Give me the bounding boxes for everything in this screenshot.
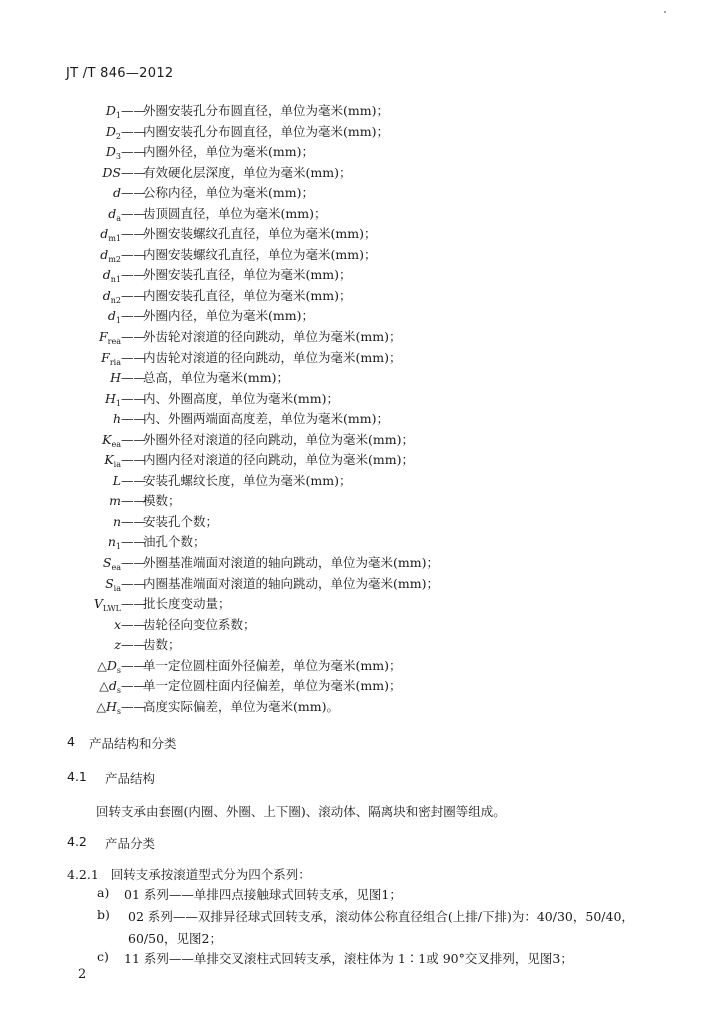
symbol-letter: L: [112, 472, 121, 488]
symbol-row: [0, 512, 706, 533]
symbol-letter: d: [107, 308, 116, 324]
symbol-letter: S: [102, 555, 112, 571]
section-title: 产品分类: [105, 836, 156, 851]
em-dash: ——: [121, 555, 146, 571]
symbol-subscript: LWL: [102, 604, 121, 614]
symbol-letter: D: [105, 123, 116, 139]
symbol-letter: d: [102, 267, 111, 283]
symbol-row: [0, 409, 706, 430]
item-text: 11 系列——单排交叉滚柱式回转支承，滚柱体为 1∶1或 90°交叉排列，见图3；: [124, 951, 573, 966]
em-dash: ——: [121, 329, 146, 345]
em-dash: ——: [121, 411, 146, 427]
symbol: [113, 183, 121, 204]
symbol-description: 安装孔个数；: [143, 513, 219, 529]
symbol: [113, 471, 121, 492]
symbol-letter: d: [112, 185, 121, 201]
em-dash: ——: [121, 103, 146, 118]
em-dash: ——: [121, 493, 146, 509]
symbol-description: 模数；: [143, 493, 181, 509]
symbol: [113, 409, 121, 430]
symbol-row: [0, 245, 706, 266]
symbol-description: 有效硬化层深度，单位为毫米(mm)；: [143, 164, 352, 180]
page-header-standard-number: JT /T 846—2012: [66, 66, 174, 81]
symbol-description: 安装孔螺纹长度，单位为毫米(mm)；: [143, 472, 352, 488]
clause-number: 4.2.1: [67, 867, 99, 882]
symbol-subscript: 2: [115, 131, 121, 141]
symbol-subscript: m2: [108, 254, 121, 264]
em-dash: ——: [121, 616, 146, 632]
symbol-letter: F: [98, 329, 108, 345]
item-text: 60/50，见图2；: [128, 931, 222, 946]
symbol-description: 外圈安装孔直径，单位为毫米(mm)；: [143, 267, 352, 283]
symbol-letter: △H: [96, 698, 117, 714]
symbol-description: 单一定位圆柱面内径偏差，单位为毫米(mm)；: [143, 678, 402, 694]
symbol-row: [0, 163, 706, 184]
symbol-letter: m: [109, 493, 121, 509]
em-dash: ——: [121, 308, 146, 324]
symbol-row: [0, 676, 706, 697]
em-dash: ——: [121, 575, 146, 591]
symbol-letter: V: [93, 596, 103, 612]
symbol-description: 外圈外径对滚道的径向跳动，单位为毫米(mm)；: [143, 431, 414, 447]
symbol-subscript: 1: [115, 316, 121, 326]
symbol-list: [0, 101, 706, 717]
symbol-description: 内圈安装孔分布圆直径，单位为毫米(mm)；: [143, 123, 389, 139]
symbol-subscript: n1: [110, 275, 121, 285]
em-dash: ——: [121, 287, 146, 303]
symbol: [114, 635, 121, 656]
symbol-letter: d: [100, 226, 109, 242]
em-dash: ——: [121, 390, 146, 406]
symbol-letter: n: [107, 534, 116, 550]
symbol-description: 总高，单位为毫米(mm)；: [143, 370, 289, 386]
symbol-subscript: n2: [110, 295, 121, 305]
symbol-description: 内圈安装螺纹孔直径，单位为毫米(mm)；: [143, 246, 377, 262]
symbol-letter: d: [108, 205, 117, 221]
section-4-1-paragraph: 回转支承由套圈(内圈、外圈、上下圈)、滚动体、隔离块和密封圈等组成。: [96, 804, 506, 819]
symbol-description: 内圈基准端面对滚道的轴向跳动，单位为毫米(mm)；: [143, 575, 439, 591]
symbol-row: [0, 327, 706, 348]
symbol-letter: D: [105, 144, 116, 160]
symbol-row: [0, 101, 706, 122]
symbol-row: [0, 368, 706, 389]
symbol-subscript: s: [116, 665, 121, 675]
em-dash: ——: [121, 472, 146, 488]
symbol-subscript: rea: [107, 337, 121, 347]
symbol-description: 齿数；: [143, 637, 181, 653]
symbol-letter: H: [105, 390, 116, 406]
symbol-letter: d: [102, 287, 111, 303]
symbol-description: 外圈基准端面对滚道的轴向跳动，单位为毫米(mm)；: [143, 555, 439, 571]
symbol-row: [0, 656, 706, 677]
symbol-row: [0, 265, 706, 286]
em-dash: ——: [121, 205, 146, 221]
symbol-row: [0, 697, 706, 718]
section-number: 4.1: [67, 769, 87, 784]
symbol-row: [0, 532, 706, 553]
symbol-description: 内圈安装孔直径，单位为毫米(mm)；: [143, 287, 352, 303]
section-number: 4.2: [67, 834, 87, 849]
symbol-row: [0, 142, 706, 163]
symbol-letter: △D: [97, 657, 117, 673]
em-dash: ——: [121, 452, 146, 468]
symbol-letter: x: [113, 616, 121, 632]
symbol-description: 单一定位圆柱面外径偏差，单位为毫米(mm)；: [143, 657, 402, 673]
symbol-description: 内、外圈高度，单位为毫米(mm)；: [143, 390, 339, 406]
symbol-row: [0, 430, 706, 451]
symbol-subscript: ea: [111, 563, 121, 573]
em-dash: ——: [121, 246, 146, 262]
symbol-letter: DS: [102, 164, 121, 180]
em-dash: ——: [121, 226, 146, 242]
symbol-row: [0, 635, 706, 656]
symbol-row: [0, 348, 706, 369]
symbol-subscript: a: [116, 213, 121, 223]
page-number: 2: [78, 967, 87, 982]
symbol-subscript: s: [116, 686, 121, 696]
symbol-letter: z: [114, 637, 121, 653]
symbol-letter: K: [102, 431, 112, 447]
em-dash: ——: [121, 370, 146, 386]
symbol-row: [0, 553, 706, 574]
symbol-row: [0, 574, 706, 595]
symbol-letter: △d: [99, 678, 117, 694]
symbol: [114, 615, 121, 636]
symbol-description: 内、外圈两端面高度差，单位为毫米(mm)；: [143, 411, 389, 427]
symbol-letter: F: [101, 349, 110, 365]
symbol-description: 内圈内径对滚道的径向跳动，单位为毫米(mm)；: [143, 452, 414, 468]
em-dash: ——: [121, 144, 146, 160]
em-dash: ——: [121, 267, 146, 283]
symbol-row: [0, 183, 706, 204]
symbol-subscript: m1: [108, 234, 121, 244]
symbol-letter: H: [110, 370, 121, 386]
symbol-row: [0, 389, 706, 410]
item-text: 01 系列——单排四点接触球式回转支承，见图1；: [124, 887, 402, 902]
symbol-row: [0, 471, 706, 492]
symbol-letter: S: [105, 575, 114, 591]
em-dash: ——: [121, 698, 146, 714]
symbol-description: 批长度变动量；: [143, 596, 231, 612]
symbol-description: 外圈内径，单位为毫米(mm)；: [143, 308, 314, 324]
symbol-row: [0, 286, 706, 307]
symbol: [110, 368, 121, 389]
symbol-subscript: 1: [115, 398, 121, 408]
symbol-row: [0, 615, 706, 636]
symbol-letter: K: [104, 452, 114, 468]
item-label: a): [97, 885, 110, 900]
symbol-description: 油孔个数；: [143, 534, 206, 550]
symbol-subscript: 1: [115, 111, 121, 120]
em-dash: ——: [121, 164, 146, 180]
symbol-description: 高度实际偏差，单位为毫米(mm)。: [143, 698, 339, 714]
symbol-description: 公称内径，单位为毫米(mm)；: [143, 185, 314, 201]
em-dash: ——: [121, 637, 146, 653]
symbol-description: 外齿轮对滚道的径向跳动，单位为毫米(mm)；: [143, 329, 402, 345]
em-dash: ——: [121, 678, 146, 694]
symbol: [113, 512, 121, 533]
symbol-letter: D: [105, 103, 116, 118]
em-dash: ——: [121, 534, 146, 550]
item-label: b): [97, 907, 110, 922]
section-title: 产品结构和分类: [89, 736, 177, 751]
section-title: 产品结构: [105, 771, 156, 786]
em-dash: ——: [121, 123, 146, 139]
clause-text: 回转支承按滚道型式分为四个系列：: [110, 867, 311, 882]
symbol-description: 外圈安装孔分布圆直径，单位为毫米(mm)；: [143, 103, 389, 118]
symbol-description: 内齿轮对滚道的径向跳动，单位为毫米(mm)；: [143, 349, 402, 365]
symbol-description: 内圈外径，单位为毫米(mm)；: [143, 144, 314, 160]
symbol-letter: h: [112, 411, 121, 427]
symbol-letter: d: [100, 246, 109, 262]
em-dash: ——: [121, 596, 146, 612]
symbol-subscript: ria: [109, 357, 121, 367]
symbol-description: 齿顶圆直径，单位为毫米(mm)；: [143, 205, 327, 221]
em-dash: ——: [121, 349, 146, 365]
item-text: 02 系列——双排异径球式回转支承，滚动体公称直径组合(上排/下排)为：40/30，50/40，: [128, 909, 634, 924]
clause-4-2-1: [67, 865, 311, 883]
symbol-row: [0, 306, 706, 327]
section-number: 4: [67, 734, 75, 749]
em-dash: ——: [121, 513, 146, 529]
symbol: [102, 163, 121, 184]
symbol-subscript: ia: [113, 460, 121, 470]
symbol-subscript: ea: [111, 439, 121, 449]
symbol-subscript: 1: [115, 542, 121, 552]
em-dash: ——: [121, 185, 146, 201]
symbol-row: [0, 594, 706, 615]
em-dash: ——: [121, 431, 146, 447]
symbol: [109, 491, 121, 512]
scan-speck: [664, 11, 666, 13]
item-label: c): [97, 949, 109, 964]
symbol-letter: n: [112, 513, 121, 529]
em-dash: ——: [121, 657, 146, 673]
symbol-description: 外圈安装螺纹孔直径，单位为毫米(mm)；: [143, 226, 377, 242]
symbol-row: [0, 122, 706, 143]
symbol-subscript: 3: [115, 152, 121, 162]
symbol-description: 齿轮径向变位系数；: [143, 616, 256, 632]
symbol: [96, 697, 121, 723]
symbol-row: [0, 450, 706, 471]
symbol-row: [0, 491, 706, 512]
symbol-row: [0, 204, 706, 225]
symbol-subscript: ia: [113, 583, 121, 593]
symbol-subscript: s: [116, 706, 121, 716]
symbol-row: [0, 224, 706, 245]
